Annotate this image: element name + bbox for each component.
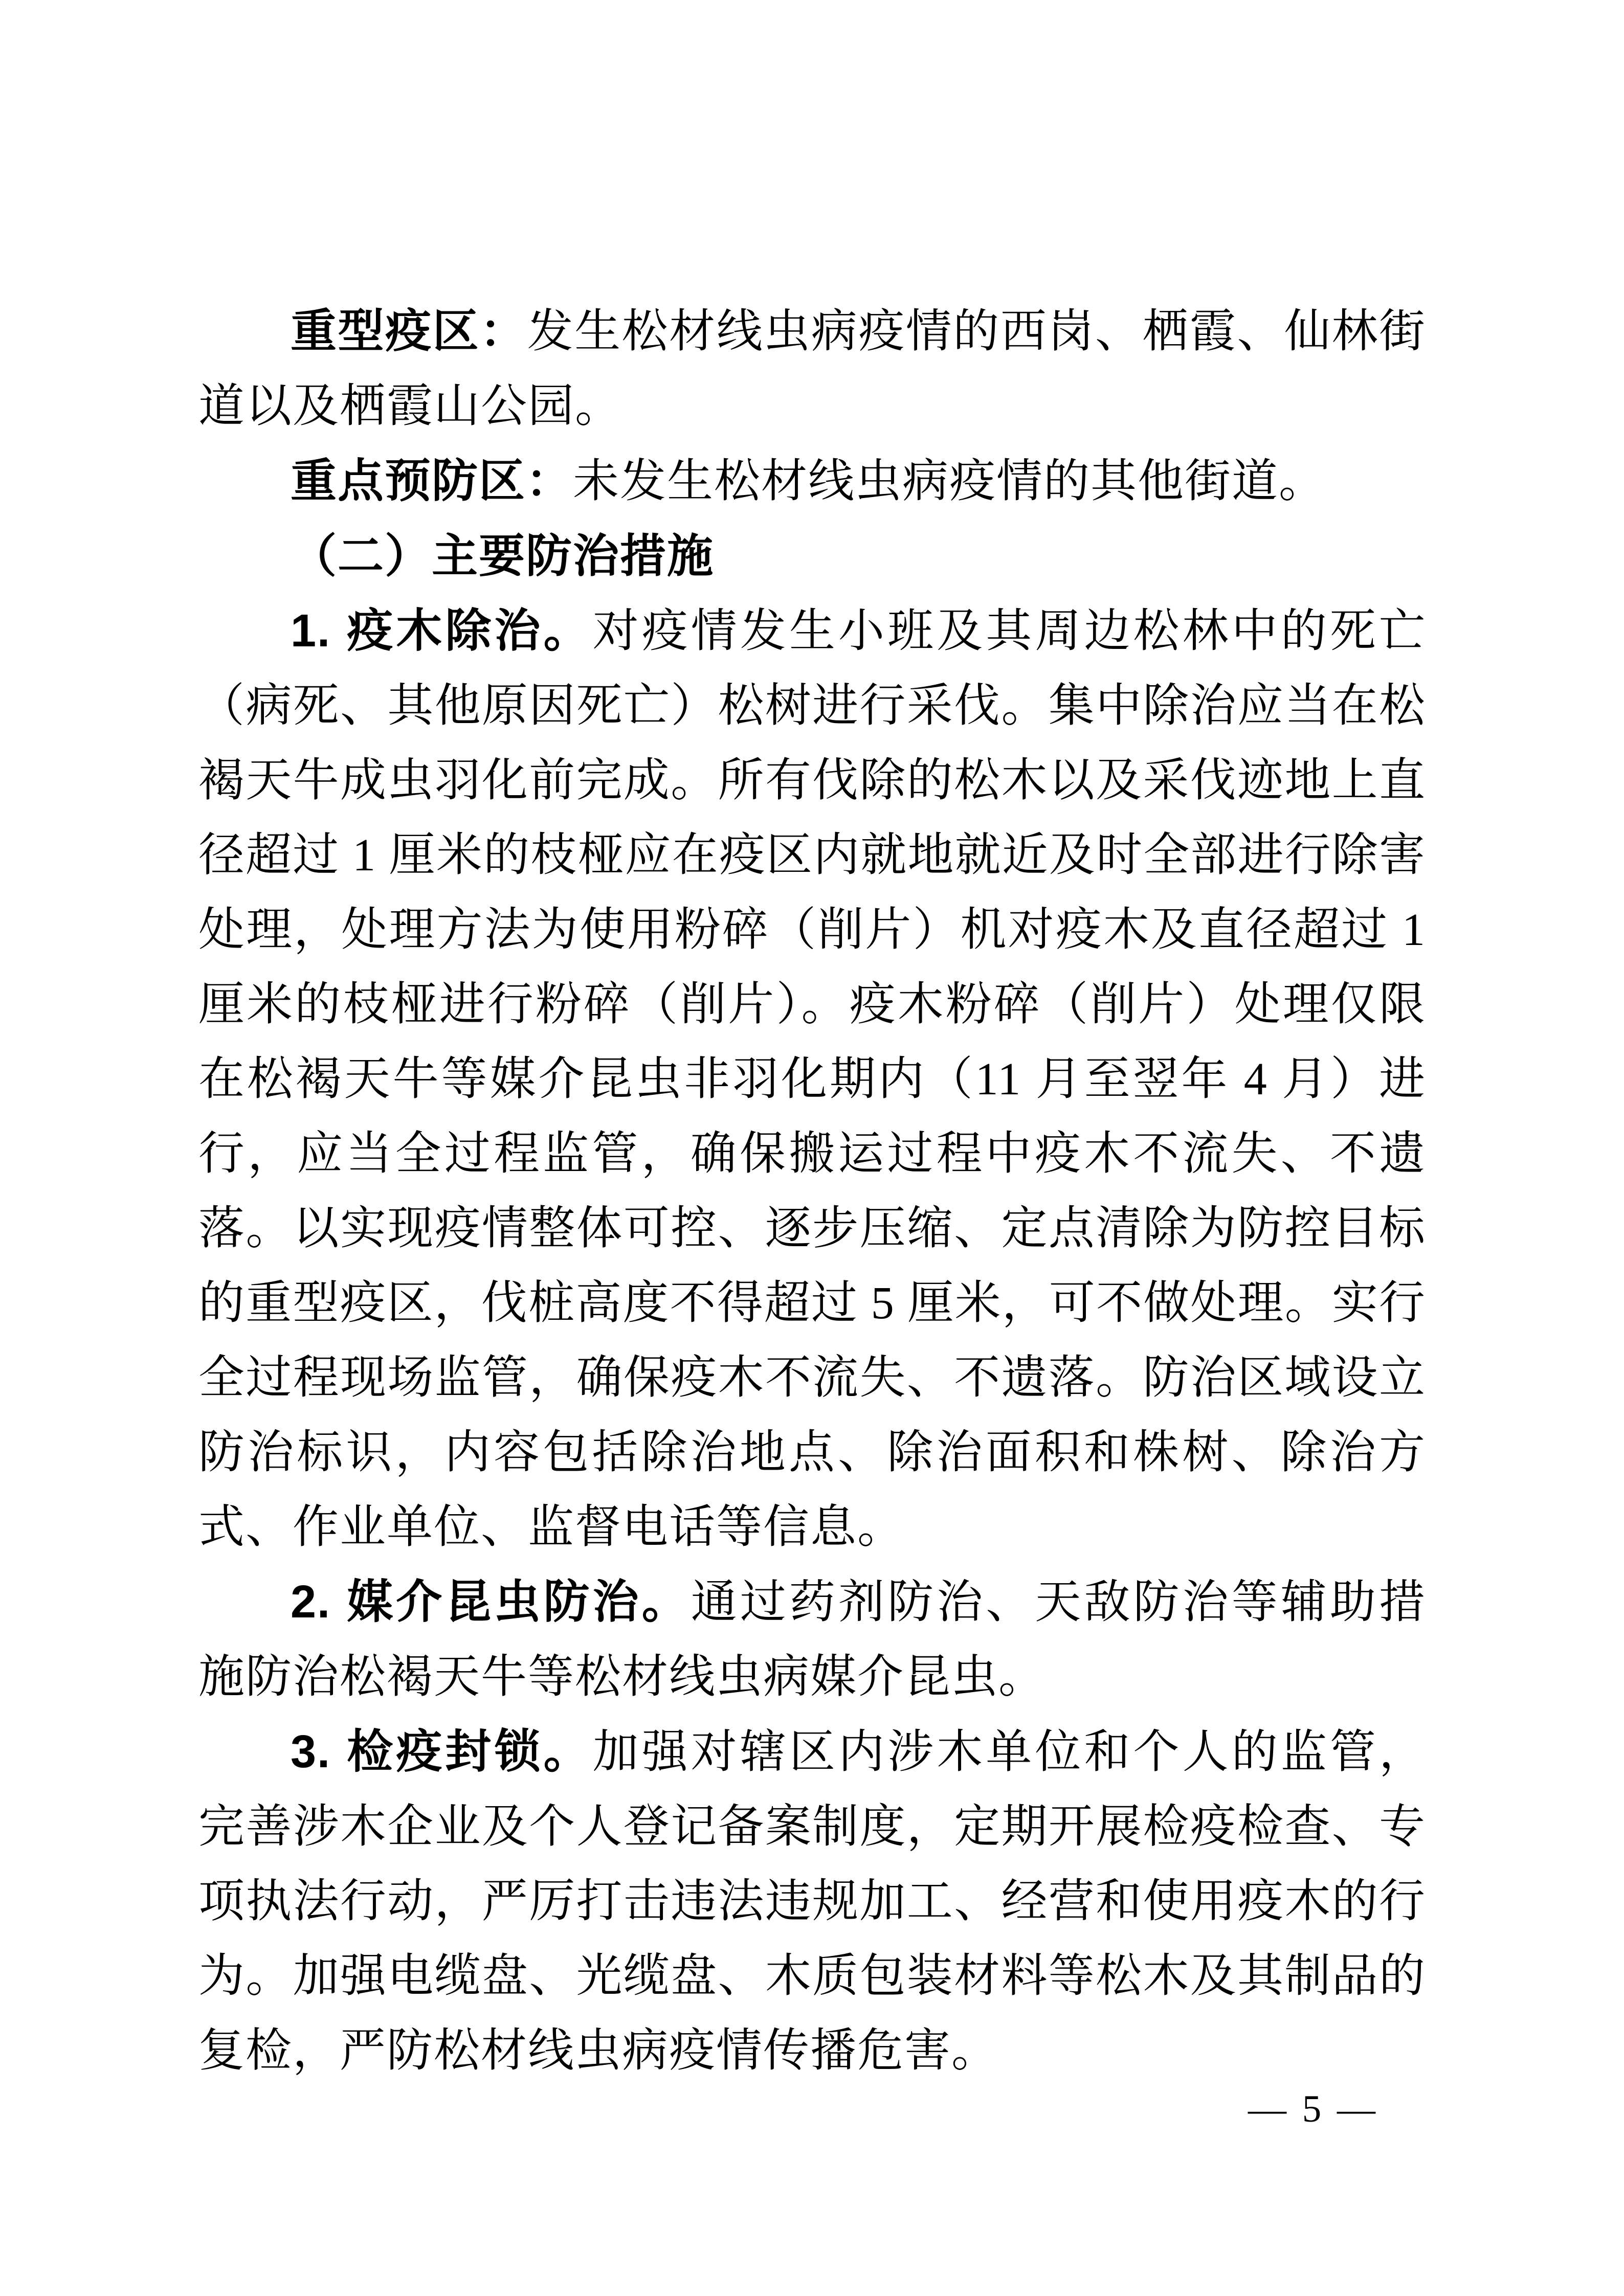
paragraph-body: 发生松材线虫病疫情的西岗、栖霞、仙林街道以及栖霞山公园。	[198, 306, 1426, 432]
paragraph-key-prevention-zone	[198, 444, 1426, 519]
paragraph-body: 未发生松材线虫病疫情的其他街道。	[573, 456, 1326, 507]
paragraph-quarantine-blockade	[198, 1715, 1426, 2088]
paragraph-lead: 1. 疫木除治。	[291, 605, 593, 657]
paragraph-vector-insect-control	[198, 1565, 1426, 1715]
paragraph-body: 加强对辖区内涉木单位和个人的监管，完善涉木企业及个人登记备案制度，定期开展检疫检查、专项执法行动，严厉打击违法违规加工、经营和使用疫木的行为。加强电缆盘、光缆盘、木质包装材料等松木及其制品的复检，严防松材线虫病疫情传播危害。	[198, 1727, 1426, 2076]
paragraph-body: 通过药剂防治、天敌防治等辅助措施防治松褐天牛等松材线虫病媒介昆虫。	[198, 1577, 1426, 1702]
page-number: — 5 —	[1248, 2088, 1378, 2130]
paragraph-heavy-epidemic-zone	[198, 294, 1426, 444]
paragraph-infected-wood-removal	[198, 594, 1426, 1565]
paragraph-body: 对疫情发生小班及其周边松林中的死亡（病死、其他原因死亡）松树进行采伐。集中除治应当在松褐天牛成虫羽化前完成。所有伐除的松木以及采伐迹地上直径超过 1 厘米的枝桠应在疫区内就地就近及时全部进行除害处理，处理方法为使用粉碎（削片）机对疫木及直径超过 1 厘米的枝桠进行粉碎（削片）。疫木粉碎（削片）处理仅限在松褐天牛等媒介昆虫非羽化期内（11 月至翌年 4 月）进行，应当全过程监管，确保搬运过程中疫木不流失、不遗落。以实现疫情整体可控、逐步压缩、定点清除为防控目标的重型疫区，伐桩高度不得超过 5 厘米，可不做处理。实行全过程现场监管，确保疫木不流失、不遗落。防治区域设立防治标识，内容包括除治地点、除治面积和株树、除治方式、作业单位、监督电话等信息。	[198, 606, 1426, 1552]
paragraph-lead: 3. 检疫封锁。	[291, 1726, 593, 1777]
document-content	[198, 294, 1426, 2088]
paragraph-lead: 重点预防区：	[291, 456, 573, 507]
paragraph-lead: 重型疫区：	[291, 306, 527, 357]
paragraph-lead: 2. 媒介昆虫防治。	[291, 1577, 691, 1628]
section-heading-main-control-measures: （二）主要防治措施	[291, 531, 714, 582]
